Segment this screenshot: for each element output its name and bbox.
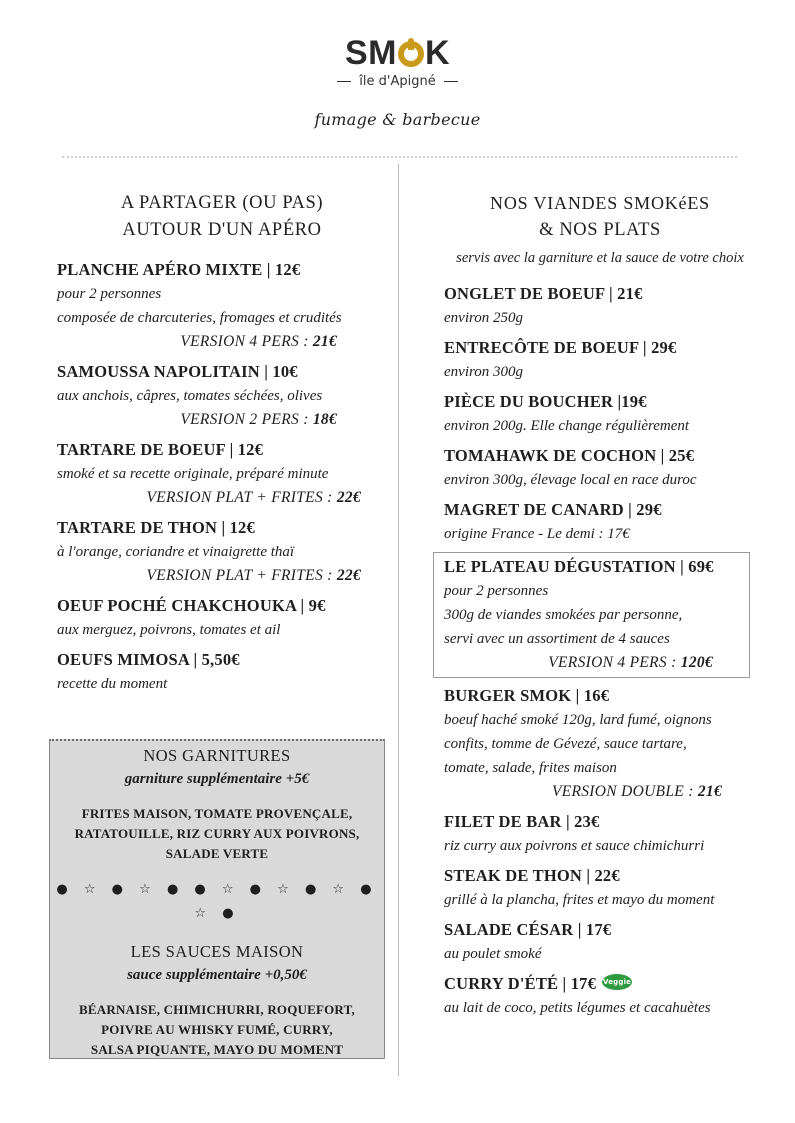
- sauce-line: SALSA PIQUANTE, MAYO DU MOMENT: [90, 1042, 344, 1057]
- item-desc: au poulet smoké: [444, 946, 542, 962]
- version-price: 21€: [697, 783, 722, 800]
- item-desc: recette du moment: [57, 676, 168, 692]
- logo-location: [0, 74, 795, 89]
- menu-item: [444, 810, 770, 858]
- sauce-title: LES SAUCES MAISON: [130, 942, 304, 961]
- menu-item: [444, 336, 770, 384]
- logo-wordmark: [345, 34, 450, 72]
- item-name: ENTRECÔTE DE BOEUF | 29€: [444, 338, 677, 357]
- logo-dash-left: [337, 81, 351, 82]
- item-desc: 300g de viandes smokées par personne,: [444, 607, 683, 623]
- section-title-meats: [430, 190, 770, 244]
- column-divider: [398, 164, 399, 1076]
- menu-item: [57, 258, 387, 354]
- version-label: VERSION 4 PERS :: [548, 654, 677, 671]
- aperitif-list: [57, 258, 387, 696]
- version-label: VERSION 4 PERS :: [180, 333, 309, 350]
- logo-text-start: SM: [344, 34, 397, 72]
- sauce-line: POIVRE AU WHISKY FUMÉ, CURRY,: [101, 1022, 333, 1037]
- left-column: [57, 190, 387, 702]
- item-name: LE PLATEAU DÉGUSTATION | 69€: [444, 557, 714, 576]
- item-desc: environ 250g: [444, 310, 524, 326]
- menu-item: [57, 594, 387, 642]
- logo-location-text: île d'Apigné: [359, 74, 436, 89]
- item-name: PLANCHE APÉRO MIXTE | 12€: [57, 260, 301, 279]
- item-desc: composée de charcuteries, fromages et crudités: [57, 310, 342, 326]
- menu-item: [57, 516, 387, 588]
- section-title-aperitif: [57, 190, 387, 244]
- tasting-platter-box: [433, 552, 750, 678]
- section-title-line2: & NOS PLATS: [539, 220, 661, 240]
- item-desc: origine France - Le demi : 17€: [444, 526, 630, 542]
- dishes-list: [430, 684, 770, 1020]
- meats-list: [430, 282, 770, 546]
- menu-item: [444, 972, 770, 1020]
- item-name: OEUFS MIMOSA | 5,50€: [57, 650, 240, 669]
- item-name: SAMOUSSA NAPOLITAIN | 10€: [57, 362, 298, 381]
- item-name: PIÈCE DU BOUCHER |19€: [444, 392, 647, 411]
- version-label: VERSION PLAT + FRITES :: [146, 489, 333, 506]
- veggie-badge-icon: Veggie: [602, 974, 632, 990]
- tagline: fumage & barbecue: [314, 110, 481, 129]
- garnish-title: NOS GARNITURES: [143, 746, 291, 765]
- right-column: [430, 190, 770, 1026]
- menu-item: [444, 918, 770, 966]
- section-title-line1: A PARTAGER (OU PAS): [120, 193, 324, 213]
- item-version: [444, 651, 741, 675]
- version-label: VERSION 2 PERS :: [180, 411, 309, 428]
- item-desc: à l'orange, coriandre et vinaigrette thaï: [57, 544, 295, 560]
- menu-item: [57, 648, 387, 696]
- item-name: TOMAHAWK DE COCHON | 25€: [444, 446, 695, 465]
- garnish-subtitle: garniture supplémentaire +5€: [124, 771, 310, 787]
- item-desc: grillé à la plancha, frites et mayo du moment: [444, 892, 715, 908]
- sauce-line: BÉARNAISE, CHIMICHURRI, ROQUEFORT,: [79, 1002, 355, 1017]
- item-desc: tomate, salade, frites maison: [444, 760, 617, 776]
- item-name: FILET DE BAR | 23€: [444, 812, 600, 831]
- logo-dash-right: [444, 81, 458, 82]
- item-version: [57, 408, 387, 432]
- menu-item: [444, 864, 770, 912]
- section-title-line1: NOS VIANDES SMOKéES: [490, 193, 710, 213]
- item-name: BURGER SMOK | 16€: [444, 686, 610, 705]
- item-name: SALADE CÉSAR | 17€: [444, 920, 612, 939]
- item-desc: servi avec un assortiment de 4 sauces: [444, 631, 670, 647]
- section-title-line2: AUTOUR D'UN APÉRO: [122, 220, 322, 240]
- item-name-text: CURRY D'ÉTÉ | 17€: [444, 974, 597, 993]
- version-price: 22€: [336, 489, 361, 506]
- item-desc: smoké et sa recette originale, préparé minute: [57, 466, 329, 482]
- item-version: [444, 780, 770, 804]
- header-divider: [62, 156, 737, 158]
- item-name: TARTARE DE BOEUF | 12€: [57, 440, 264, 459]
- menu-item: [57, 360, 387, 432]
- sauce-subtitle: sauce supplémentaire +0,50€: [127, 967, 307, 983]
- garnish-sauce-box: [49, 739, 385, 1059]
- smok-logo-o-icon: [398, 41, 424, 67]
- menu-item: [57, 438, 387, 510]
- item-name: TARTARE DE THON | 12€: [57, 518, 255, 537]
- item-desc: aux merguez, poivrons, tomates et ail: [57, 622, 281, 638]
- menu-item: [444, 684, 770, 804]
- item-name: STEAK DE THON | 22€: [444, 866, 620, 885]
- logo-text-end: K: [424, 34, 451, 72]
- garnish-line: RATATOUILLE, RIZ CURRY AUX POIVRONS,: [74, 826, 360, 841]
- item-desc: pour 2 personnes: [57, 286, 162, 302]
- brand-logo: [0, 34, 795, 89]
- item-name: [444, 972, 770, 996]
- garnish-line: SALADE VERTE: [165, 846, 269, 861]
- version-price: 120€: [680, 654, 713, 671]
- version-price: 18€: [312, 411, 337, 428]
- item-name: OEUF POCHÉ CHAKCHOUKA | 9€: [57, 596, 326, 615]
- item-name: ONGLET DE BOEUF | 21€: [444, 284, 643, 303]
- item-version: [57, 330, 387, 354]
- version-label: VERSION PLAT + FRITES :: [146, 567, 333, 584]
- version-label: VERSION DOUBLE :: [551, 783, 694, 800]
- garnish-line: FRITES MAISON, TOMATE PROVENÇALE,: [81, 806, 353, 821]
- item-version: [57, 486, 387, 510]
- item-desc: confits, tomme de Gévezé, sauce tartare,: [444, 736, 687, 752]
- item-desc: environ 300g, élevage local en race duroc: [444, 472, 697, 488]
- version-price: 22€: [336, 567, 361, 584]
- item-desc: environ 200g. Elle change régulièrement: [444, 418, 690, 434]
- item-desc: au lait de coco, petits légumes et cacahuètes: [444, 1000, 711, 1016]
- item-desc: pour 2 personnes: [444, 583, 549, 599]
- item-desc: riz curry aux poivrons et sauce chimichurri: [444, 838, 705, 854]
- item-desc: boeuf haché smoké 120g, lard fumé, oignons: [444, 712, 712, 728]
- menu-item: [444, 390, 770, 438]
- item-name: MAGRET DE CANARD | 29€: [444, 500, 662, 519]
- menu-item: [444, 282, 770, 330]
- item-desc: aux anchois, câpres, tomates séchées, olives: [57, 388, 323, 404]
- stars-divider: ● ☆ ● ☆ ● ● ☆ ● ☆ ● ☆ ● ☆ ●: [56, 882, 378, 921]
- item-version: [57, 564, 387, 588]
- menu-item: [444, 498, 770, 546]
- item-desc: environ 300g: [444, 364, 524, 380]
- section-subtitle: servis avec la garniture et la sauce de votre choix: [456, 250, 744, 266]
- menu-item: [444, 444, 770, 492]
- version-price: 21€: [312, 333, 337, 350]
